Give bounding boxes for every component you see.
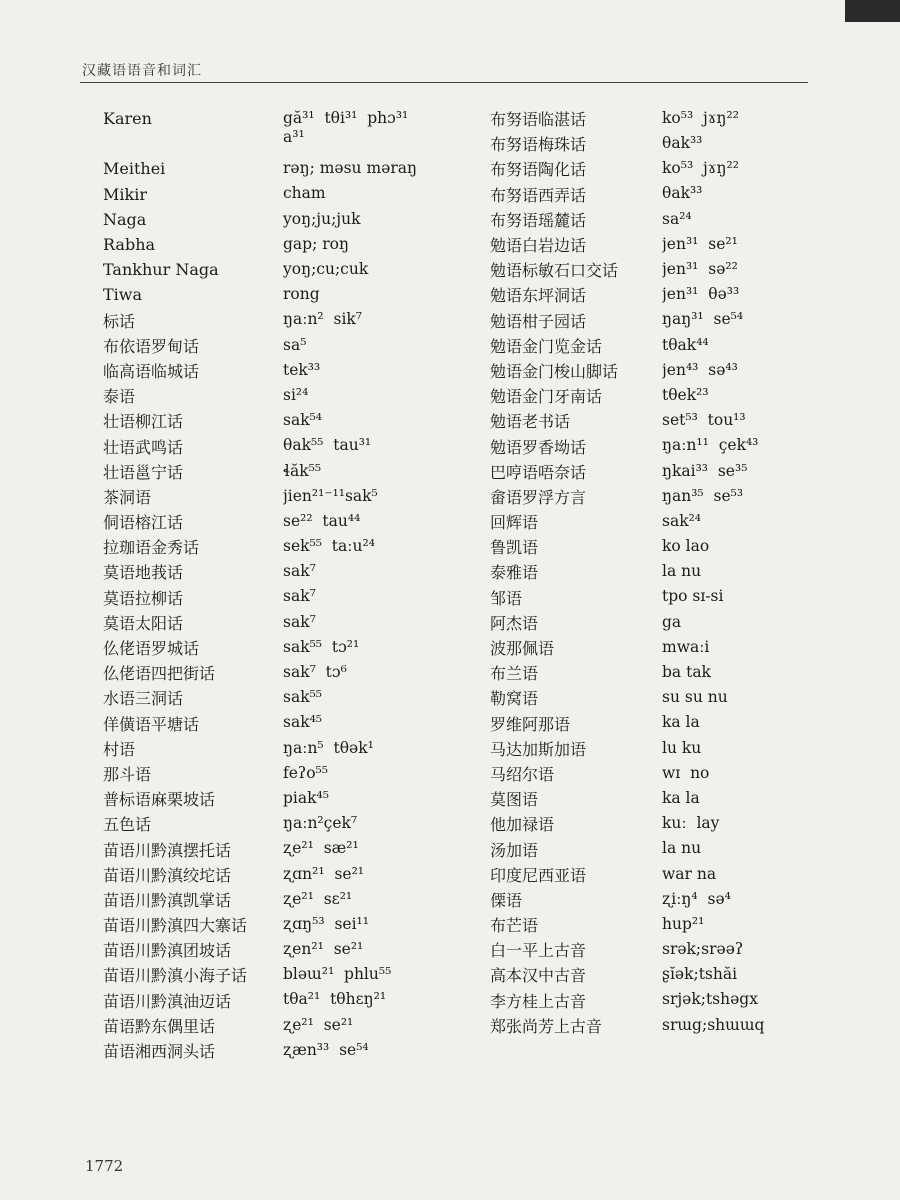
word-form: wɪ no [662, 763, 710, 782]
vocab-entry [103, 1013, 468, 1038]
language-name: 苗语湘西洞头话 [103, 1042, 216, 1062]
vocab-entry [103, 333, 468, 358]
language-name: 壮语邕宁话 [103, 462, 184, 482]
language-name: 畲语罗浮方言 [490, 487, 587, 507]
language-name: 壮语柳江话 [103, 412, 184, 432]
word-form: tθek²³ [662, 385, 709, 404]
vocab-entry [103, 711, 468, 736]
word-form: si²⁴ [283, 385, 309, 404]
language-name: 勉语白岩边话 [490, 236, 587, 256]
language-name: 莫语地莪话 [103, 563, 184, 583]
language-name: 苗语川黔滇团坡话 [103, 941, 232, 961]
language-name: 布努语瑶麓话 [490, 210, 587, 230]
language-name: 勉语老书话 [490, 412, 571, 432]
language-name: Mikir [103, 184, 147, 204]
word-form: su su nu [662, 688, 728, 707]
word-form: sak⁷ [283, 562, 316, 581]
word-form: la nu [662, 839, 702, 858]
vocab-entry [490, 912, 812, 937]
word-form: ŋaːn²çek⁷ [283, 814, 358, 833]
vocab-entry [490, 106, 812, 131]
vocab-entry [490, 131, 812, 156]
word-form: ŋkai³³ se³⁵ [662, 461, 748, 480]
language-name: 临高语临城话 [103, 361, 200, 381]
vocab-entry [490, 232, 812, 257]
language-name: 莫图语 [490, 790, 539, 810]
vocab-entry [103, 811, 468, 836]
word-form: jen⁴³ sə⁴³ [662, 360, 738, 379]
vocab-entry [490, 811, 812, 836]
language-name: 李方桂上古音 [490, 991, 587, 1011]
vocab-entry [103, 912, 468, 937]
word-form: srək;srəəʔ [662, 940, 744, 959]
word-form: ka la [662, 713, 700, 732]
language-name: 布努语陶化话 [490, 160, 587, 180]
vocab-entry [103, 559, 468, 584]
word-form: tpo sɪ-si [662, 587, 724, 606]
word-form: kuː lay [662, 814, 720, 833]
vocab-entry [490, 358, 812, 383]
header-rule [80, 82, 808, 83]
left-column [103, 106, 468, 1063]
language-name: 马达加斯加语 [490, 739, 587, 759]
word-form: jen³¹ se²¹ [662, 234, 738, 253]
word-form: θak³³ [662, 134, 703, 153]
language-name: 马绍尔语 [490, 764, 555, 784]
language-name: 村语 [103, 739, 136, 759]
vocab-entry [103, 988, 468, 1013]
corner-mark [845, 0, 900, 22]
vocab-entry [103, 484, 468, 509]
word-form: hup²¹ [662, 914, 705, 933]
language-name: 勉语金门览金话 [490, 336, 603, 356]
word-form: yoŋ;cu;cuk [283, 260, 369, 279]
word-form: set⁵³ tou¹³ [662, 411, 746, 430]
word-form: ʂĭək;tshăi [662, 965, 738, 984]
word-form: ʐæn³³ se⁵⁴ [283, 1040, 369, 1059]
language-name: 高本汉中古音 [490, 966, 587, 986]
vocab-entry [490, 610, 812, 635]
language-name: 勉语标敏石口交话 [490, 261, 619, 281]
language-name: 布依语罗甸话 [103, 336, 200, 356]
word-form: ʐen²¹ se²¹ [283, 940, 364, 959]
vocab-entry [490, 459, 812, 484]
vocab-entry [490, 182, 812, 207]
language-name: 勉语柑子园话 [490, 311, 587, 331]
word-form: ŋaŋ³¹ se⁵⁴ [662, 310, 744, 329]
word-form: se²² tau⁴⁴ [283, 511, 361, 530]
word-form: ʐiːŋ⁴ sə⁴ [662, 889, 731, 908]
language-name: Tiwa [103, 285, 143, 305]
word-form: sa⁵ [283, 335, 307, 354]
vocab-entry [490, 484, 812, 509]
language-name: 勒窝语 [490, 689, 539, 709]
language-name: 波那佩语 [490, 639, 555, 659]
vocab-entry [103, 358, 468, 383]
language-name: 苗语川黔滇小海子话 [103, 966, 248, 986]
vocab-entry [103, 232, 468, 257]
word-form: ŋaːn¹¹ çek⁴³ [662, 436, 759, 455]
language-name: 那斗语 [103, 764, 152, 784]
vocab-entry [490, 962, 812, 987]
word-form: sak⁷ [283, 612, 316, 631]
vocab-entry [490, 534, 812, 559]
language-name: 五色话 [103, 815, 152, 835]
word-form: jien²¹⁻¹¹sak⁵ [283, 486, 378, 505]
vocab-entry [103, 736, 468, 761]
vocab-entry [490, 988, 812, 1013]
word-form: sak⁵⁵ [283, 688, 323, 707]
vocab-entry [103, 308, 468, 333]
word-form: yoŋ;ju;juk [283, 209, 361, 228]
running-header: 汉藏语语音和词汇 [82, 63, 202, 79]
vocab-entry [103, 937, 468, 962]
word-form: lu ku [662, 738, 702, 757]
vocab-entry [490, 257, 812, 282]
vocab-entry [103, 836, 468, 861]
language-name: 巴哼语唔奈话 [490, 462, 587, 482]
word-form: ɬăk⁵⁵ [283, 461, 322, 480]
vocab-entry [490, 156, 812, 181]
vocab-entry [490, 635, 812, 660]
word-form: ka la [662, 788, 700, 807]
language-name: 鲁凯语 [490, 538, 539, 558]
language-name: 阿杰语 [490, 613, 539, 633]
word-form: piak⁴⁵ [283, 788, 329, 807]
vocab-entry [103, 962, 468, 987]
word-form: θak⁵⁵ tau³¹ [283, 436, 372, 455]
word-form: ŋan³⁵ se⁵³ [662, 486, 744, 505]
language-name: 普标语麻栗坡话 [103, 790, 216, 810]
vocab-entry [490, 282, 812, 307]
word-form: θak³³ [662, 184, 703, 203]
vocab-entry [103, 207, 468, 232]
word-form: srjək;tshəgx [662, 990, 758, 1009]
language-name: Tankhur Naga [103, 260, 219, 280]
vocab-entry [490, 308, 812, 333]
vocab-entry [103, 660, 468, 685]
vocab-entry [103, 786, 468, 811]
vocab-entry [103, 534, 468, 559]
vocab-entry [490, 786, 812, 811]
word-form: ko⁵³ jɤŋ²² [662, 159, 739, 178]
language-name: 布兰语 [490, 664, 539, 684]
word-form: ŋaːn⁵ tθək¹ [283, 738, 374, 757]
word-form: rəŋ; məsu məraŋ [283, 159, 417, 178]
vocab-entry [490, 711, 812, 736]
vocab-entry [103, 862, 468, 887]
language-name: 佯僙语平塘话 [103, 714, 200, 734]
word-form: cham [283, 184, 326, 203]
language-name: 布努语西弄话 [490, 185, 587, 205]
vocab-entry [103, 761, 468, 786]
language-name: 印度尼西亚语 [490, 865, 587, 885]
word-form: ʐɑn²¹ se²¹ [283, 864, 364, 883]
language-name: 莫语拉柳话 [103, 588, 184, 608]
vocab-entry [103, 887, 468, 912]
word-form: srɯg;shɯɯq [662, 1015, 765, 1034]
word-form: tek³³ [283, 360, 321, 379]
vocab-entry [490, 836, 812, 861]
language-name: 壮语武鸣话 [103, 437, 184, 457]
language-name: 勉语罗香坳话 [490, 437, 587, 457]
vocab-entry [490, 585, 812, 610]
language-name: Naga [103, 209, 147, 229]
language-name: 白一平上古音 [490, 941, 587, 961]
vocab-entry [490, 887, 812, 912]
language-name: 罗维阿那语 [490, 714, 571, 734]
language-name: 回辉语 [490, 513, 539, 533]
language-name: 汤加语 [490, 840, 539, 860]
word-form: sak²⁴ [662, 511, 702, 530]
vocab-entry [490, 433, 812, 458]
language-name: 勉语金门牙南话 [490, 387, 603, 407]
language-name: 苗语川黔滇凯掌话 [103, 890, 232, 910]
language-name: Karen [103, 109, 152, 128]
vocab-entry [103, 610, 468, 635]
word-form: jen³¹ θə³³ [662, 285, 740, 304]
word-form: sa²⁴ [662, 209, 692, 228]
language-name: 苗语川黔滇油迈话 [103, 991, 232, 1011]
word-form: ko lao [662, 537, 710, 556]
vocab-entry [490, 736, 812, 761]
word-form: sak⁷ tɔ⁶ [283, 663, 347, 682]
word-form: ko⁵³ jɤŋ²² [662, 108, 739, 127]
vocab-entry [103, 635, 468, 660]
word-form: tθak⁴⁴ [662, 335, 709, 354]
word-form: ŋaːn² sik⁷ [283, 310, 363, 329]
word-form: gă³¹ tθi³¹ phɔ³¹ a³¹ [283, 109, 409, 147]
vocab-entry [490, 937, 812, 962]
word-form: ga [662, 612, 682, 631]
vocab-entry [490, 333, 812, 358]
vocab-entry [490, 761, 812, 786]
word-form: mwaːi [662, 637, 710, 656]
language-name: 仫佬语四把街话 [103, 664, 216, 684]
word-form: rong [283, 285, 320, 304]
vocab-entry [490, 660, 812, 685]
language-name: 仫佬语罗城话 [103, 639, 200, 659]
vocab-entry [103, 106, 468, 156]
language-name: 泰雅语 [490, 563, 539, 583]
language-name: 布芒语 [490, 916, 539, 936]
vocab-entry [103, 408, 468, 433]
language-name: 侗语榕江话 [103, 513, 184, 533]
language-name: 莫语太阳话 [103, 613, 184, 633]
language-name: 布努语临湛话 [490, 110, 587, 130]
language-name: Meithei [103, 159, 166, 179]
vocab-entry [103, 433, 468, 458]
vocab-entry [490, 408, 812, 433]
page-number: 1772 [85, 1157, 124, 1175]
vocab-entry [490, 1013, 812, 1038]
word-form: ba tak [662, 663, 711, 682]
word-form: feʔo⁵⁵ [283, 763, 328, 782]
word-form: sek⁵⁵ taːu²⁴ [283, 537, 375, 556]
word-form: tθa²¹ tθhɛŋ²¹ [283, 990, 387, 1009]
language-name: 勉语东坪洞话 [490, 286, 587, 306]
word-form: ʐe²¹ se²¹ [283, 1015, 354, 1034]
word-form: sak⁴⁵ [283, 713, 323, 732]
word-form: gap; roŋ [283, 234, 349, 253]
vocab-entry [103, 282, 468, 307]
word-form: bləɯ²¹ phlu⁵⁵ [283, 965, 392, 984]
word-form: jen³¹ sə²² [662, 260, 738, 279]
language-name: 拉珈语金秀话 [103, 538, 200, 558]
vocab-entry [103, 257, 468, 282]
word-form: sak⁵⁵ tɔ²¹ [283, 637, 360, 656]
language-name: 标话 [103, 311, 136, 331]
vocab-entry [103, 509, 468, 534]
vocab-entry [103, 1038, 468, 1063]
word-form: war na [662, 864, 717, 883]
vocab-entry [490, 559, 812, 584]
language-name: 傈语 [490, 890, 523, 910]
vocab-entry [103, 156, 468, 181]
word-form: la nu [662, 562, 702, 581]
language-name: 苗语川黔滇四大寨话 [103, 916, 248, 936]
word-form: ʐɑŋ⁵³ sei¹¹ [283, 914, 369, 933]
language-name: 泰语 [103, 387, 136, 407]
word-form: sak⁵⁴ [283, 411, 323, 430]
vocab-entry [490, 862, 812, 887]
language-name: 布努语梅珠话 [490, 135, 587, 155]
vocab-entry [490, 383, 812, 408]
language-name: 勉语金门梭山脚话 [490, 361, 619, 381]
right-column [490, 106, 812, 1038]
language-name: 邹语 [490, 588, 523, 608]
language-name: 苗语川黔滇摆托话 [103, 840, 232, 860]
language-name: 他加禄语 [490, 815, 555, 835]
word-form: ʐe²¹ sɛ²¹ [283, 889, 353, 908]
language-name: 苗语川黔滇绞坨话 [103, 865, 232, 885]
vocab-entry [103, 182, 468, 207]
vocab-entry [490, 685, 812, 710]
language-name: 茶洞语 [103, 487, 152, 507]
vocab-entry [490, 207, 812, 232]
language-name: Rabha [103, 235, 156, 255]
word-form: sak⁷ [283, 587, 316, 606]
vocab-entry [490, 509, 812, 534]
vocab-entry [103, 585, 468, 610]
vocab-entry [103, 459, 468, 484]
vocab-entry [103, 685, 468, 710]
vocab-entry [103, 383, 468, 408]
word-form: ʐe²¹ sæ²¹ [283, 839, 359, 858]
language-name: 苗语黔东偶里话 [103, 1016, 216, 1036]
language-name: 水语三洞话 [103, 689, 184, 709]
language-name: 郑张尚芳上古音 [490, 1016, 603, 1036]
